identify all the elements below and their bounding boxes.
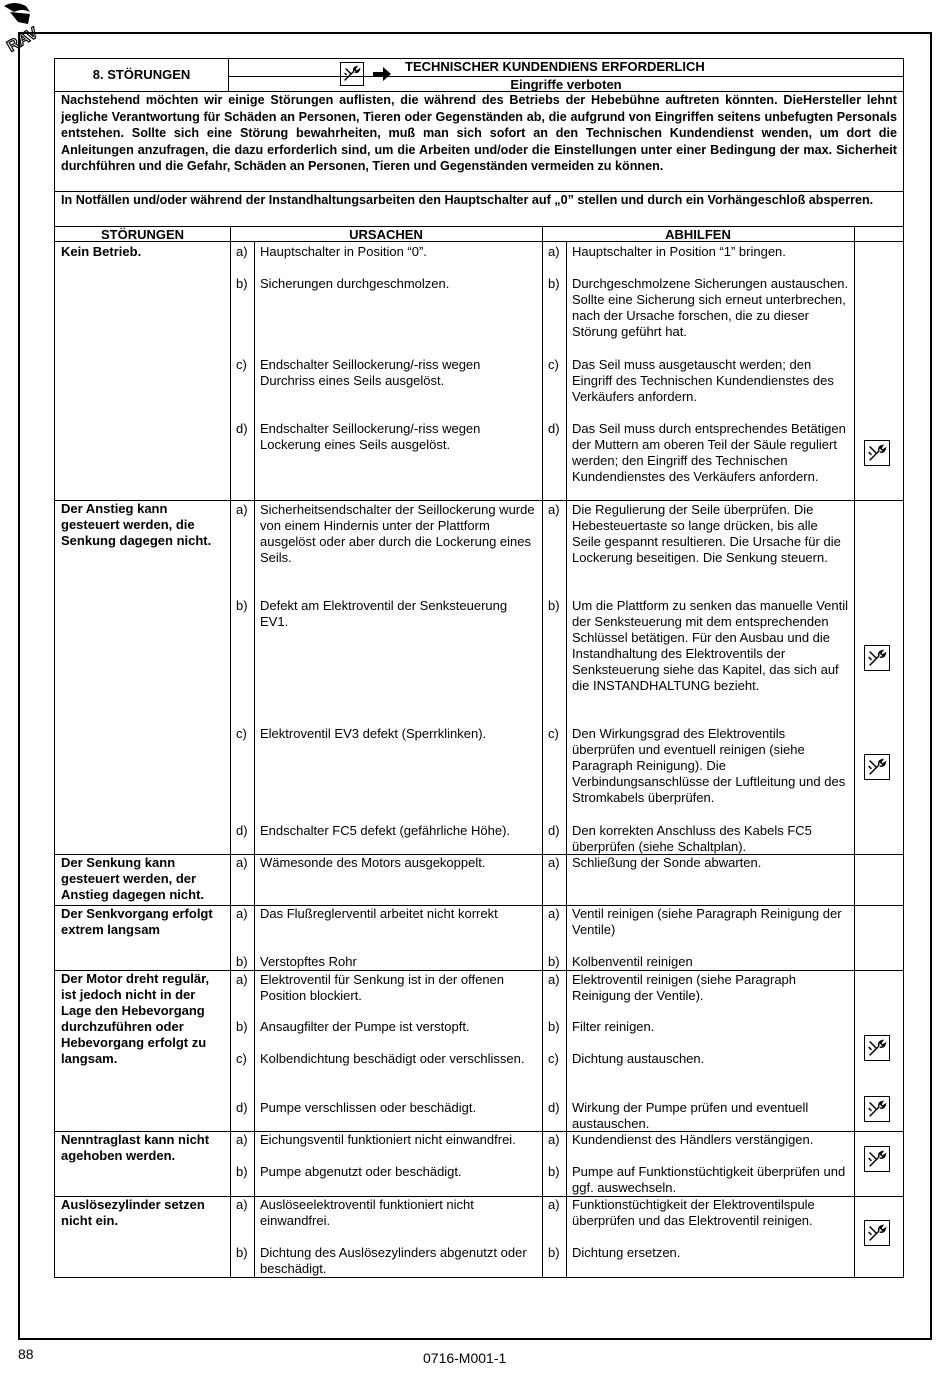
wrench-tool-icon bbox=[864, 1146, 890, 1172]
remedy-letter: d) bbox=[548, 1100, 560, 1115]
remedy-letter: b) bbox=[548, 1245, 560, 1260]
cause-text: Pumpe abgenutzt oder beschädigt. bbox=[260, 1164, 462, 1179]
remedy-letter: a) bbox=[548, 906, 560, 921]
cause-letter: b) bbox=[236, 954, 248, 969]
remedy-text: Pumpe auf Funktionstüchtigkeit überprüfen und ggf. auswechseln. bbox=[572, 1164, 846, 1195]
cause-letter: b) bbox=[236, 276, 248, 291]
remedy-letter: a) bbox=[548, 1197, 560, 1212]
remedy-letter: a) bbox=[548, 244, 560, 259]
cause-letter: a) bbox=[236, 502, 248, 517]
cause-text: Das Flußreglerventil arbeitet nicht korrekt bbox=[260, 906, 498, 921]
remedy-text: Dichtung austauschen. bbox=[572, 1051, 705, 1066]
remedy-text: Kundendienst des Händlers verstängigen. bbox=[572, 1132, 814, 1147]
cause-letter: a) bbox=[236, 1197, 248, 1212]
cause-letter: a) bbox=[236, 244, 248, 259]
cause-letter: a) bbox=[236, 855, 248, 870]
remedy-letter: d) bbox=[548, 823, 560, 838]
remedy-text: Um die Plattform zu senken das manuelle Ventil der Senksteuerung mit dem entsprechenden Schlüssel betätigen. Für den Ausbau und die Instandhaltung des Elektroventils der Senksteuerung siehe das Kapitel, das sich auf die INSTANDHALTUNG bezieht. bbox=[572, 598, 849, 693]
remedy-letter: b) bbox=[548, 598, 560, 613]
remedy-letter: c) bbox=[548, 357, 559, 372]
cause-text: Defekt am Elektroventil der Senksteuerung EV1. bbox=[260, 598, 508, 629]
grid-line bbox=[566, 242, 567, 1278]
cause-letter: a) bbox=[236, 906, 248, 921]
cause-text: Verstopftes Rohr bbox=[260, 954, 357, 969]
section-title: 8. STÖRUNGEN bbox=[55, 59, 229, 91]
remedy-text: Das Seil muss durch entsprechendes Betätigen der Muttern am oberen Teil der Säule reguliert werden; den Eingriff des Technischen Kundendienstes des Verkäufers anfordern. bbox=[572, 421, 846, 484]
remedy-text: Funktionstüchtigkeit der Elektroventilspule überprüfen und das Elektroventil reinigen. bbox=[572, 1197, 815, 1228]
cause-text: Endschalter Seillockerung/-riss wegen Durchriss eines Seils ausgelöst. bbox=[260, 357, 481, 388]
fault-label: Auslösezylinder setzen nicht ein. bbox=[61, 1197, 205, 1228]
remedy-letter: a) bbox=[548, 502, 560, 517]
cause-letter: c) bbox=[236, 357, 247, 372]
remedy-text: Ventil reinigen (siehe Paragraph Reinigung der Ventile) bbox=[572, 906, 842, 937]
wrench-tool-icon bbox=[864, 440, 890, 466]
cause-text: Elektroventil EV3 defekt (Sperrklinken). bbox=[260, 726, 487, 741]
remedy-text: Wirkung der Pumpe prüfen und eventuell austauschen. bbox=[572, 1100, 809, 1131]
cause-letter: c) bbox=[236, 726, 247, 741]
col-header-icons bbox=[854, 226, 904, 242]
remedy-letter: b) bbox=[548, 1164, 560, 1179]
warning-paragraph bbox=[54, 192, 904, 226]
fault-label: Der Senkvorgang erfolgt extrem langsam bbox=[61, 906, 213, 937]
cause-letter: b) bbox=[236, 1164, 248, 1179]
document-code: 0716-M001-1 bbox=[423, 1350, 507, 1366]
intro-text: Nachstehend möchten wir einige Störungen auflisten, die während des Betriebs der Hebebühne auftreten könnten. DieHersteller lehnt jegliche Verantwortung für Schäden an Personen, Tieren oder Gegenständen ab, die aufgrund von Eingriffen seitens unbefugten Personals entstehen. Sollte sich eine Störung bewahrheiten, muß man sich sofort an den Technischen Kundendienst wenden, um dort die Anleitungen anzufragen, die dazu erforderlich sind, um die Arbeiten und/oder die Einstellungen unter einer Bedingung der max. Sicherheit durchführen und die Gefahr, Schäden an Personen, Tieren und Gegenständen vermeiden zu können. bbox=[61, 93, 897, 173]
remedy-text: Elektroventil reinigen (siehe Paragraph Reinigung der Ventile). bbox=[572, 972, 797, 1003]
remedy-text: Filter reinigen. bbox=[572, 1019, 655, 1034]
grid-line bbox=[230, 226, 231, 1278]
grid-line bbox=[854, 226, 855, 1278]
remedy-letter: a) bbox=[548, 1132, 560, 1147]
remedy-text: Schließung der Sonde abwarten. bbox=[572, 855, 762, 870]
remedy-text: Die Regulierung der Seile überprüfen. Die Hebesteuertaste so lange drücken, bis alle Seile gespannt resultieren. Die Ursache für die Lockerung beseitigen. Die Senkung steuern. bbox=[572, 502, 841, 565]
wrench-tool-icon bbox=[864, 645, 890, 671]
remedy-letter: a) bbox=[548, 855, 560, 870]
remedy-letter: c) bbox=[548, 1051, 559, 1066]
row-separator bbox=[54, 1277, 904, 1278]
cause-letter: a) bbox=[236, 1132, 248, 1147]
fault-label: Der Senkung kann gesteuert werden, der Anstieg dagegen nicht. bbox=[61, 855, 205, 902]
cause-text: Elektroventil für Senkung ist in der offenen Position blockiert. bbox=[260, 972, 505, 1003]
cause-text: Auslöseelektroventil funktioniert nicht einwandfrei. bbox=[260, 1197, 474, 1228]
cause-letter: b) bbox=[236, 598, 248, 613]
cause-text: Hauptschalter in Position “0”. bbox=[260, 244, 427, 259]
remedy-letter: b) bbox=[548, 954, 560, 969]
remedy-text: Den Wirkungsgrad des Elektroventils überprüfen und eventuell reinigen (siehe Paragraph Reinigung). Die Verbindungsanschlüsse der Luftleitung und des Stromkabels überprüfen. bbox=[572, 726, 846, 805]
grid-line bbox=[54, 226, 55, 1278]
remedy-text: Dichtung ersetzen. bbox=[572, 1245, 681, 1260]
grid-line bbox=[542, 226, 543, 1278]
grid-line bbox=[254, 242, 255, 1278]
col-header-causes: URSACHEN bbox=[230, 226, 542, 242]
remedy-text: Den korrekten Anschluss des Kabels FC5 überprüfen (siehe Schaltplan). bbox=[572, 823, 812, 854]
cause-text: Eichungsventil funktioniert nicht einwandfrei. bbox=[260, 1132, 516, 1147]
cause-text: Wämesonde des Motors ausgekoppelt. bbox=[260, 855, 486, 870]
remedy-letter: b) bbox=[548, 276, 560, 291]
remedy-letter: b) bbox=[548, 1019, 560, 1034]
wrench-tool-icon bbox=[864, 754, 890, 780]
cause-letter: d) bbox=[236, 421, 248, 436]
grid-line bbox=[903, 226, 904, 1278]
cause-letter: d) bbox=[236, 823, 248, 838]
wrench-tool-icon bbox=[864, 1035, 890, 1061]
page-number: 88 bbox=[18, 1346, 34, 1362]
remedy-letter: a) bbox=[548, 972, 560, 987]
cause-letter: b) bbox=[236, 1019, 248, 1034]
header-subtitle: Eingriffe verboten bbox=[229, 76, 903, 91]
fault-label: Der Anstieg kann gesteuert werden, die Senkung dagegen nicht. bbox=[61, 501, 212, 548]
cause-letter: c) bbox=[236, 1051, 247, 1066]
cause-text: Sicherungen durchgeschmolzen. bbox=[260, 276, 450, 291]
remedy-text: Das Seil muss ausgetauscht werden; den Eingriff des Technischen Kundendienstes des Verkäufers anfordern. bbox=[572, 357, 834, 404]
cause-text: Pumpe verschlissen oder beschädigt. bbox=[260, 1100, 477, 1115]
fault-label: Kein Betrieb. bbox=[61, 244, 142, 259]
col-header-faults: STÖRUNGEN bbox=[54, 226, 230, 242]
remedy-letter: d) bbox=[548, 421, 560, 436]
svg-text:RAV: RAV bbox=[4, 24, 42, 56]
wrench-tool-icon bbox=[864, 1220, 890, 1246]
cause-text: Kolbendichtung beschädigt oder verschlissen. bbox=[260, 1051, 525, 1066]
cause-text: Endschalter FC5 defekt (gefährliche Höhe). bbox=[260, 823, 511, 838]
cause-text: Dichtung des Auslösezylinders abgenutzt oder beschädigt. bbox=[260, 1245, 527, 1276]
cause-text: Sicherheitsendschalter der Seillockerung wurde von einem Hindernis unter der Plattform ausgelöst oder aber durch die Lockerung eines Seils. bbox=[260, 502, 535, 565]
remedy-text: Hauptschalter in Position “1” bringen. bbox=[572, 244, 786, 259]
intro-paragraph bbox=[54, 92, 904, 192]
warning-text: In Notfällen und/oder während der Instandhaltungsarbeiten den Hauptschalter auf „0” stellen und durch ein Vorhängeschloß absperren. bbox=[61, 193, 874, 207]
header-title: TECHNISCHER KUNDENDIENS ERFORDERLICH bbox=[405, 59, 705, 74]
cause-text: Endschalter Seillockerung/-riss wegen Lockerung eines Seils ausgelöst. bbox=[260, 421, 481, 452]
remedy-text: Durchgeschmolzene Sicherungen austauschen. Sollte eine Sicherung sich erneut unterbrechen, nach der Ursache forschen, die zu dieser Störung geführt hat. bbox=[572, 276, 849, 339]
fault-label: Der Motor dreht regulär, ist jedoch nicht in der Lage den Hebevorgang durchzuführen oder Hebevorgang erfolgt zu langsam. bbox=[61, 971, 210, 1066]
cause-letter: b) bbox=[236, 1245, 248, 1260]
cause-letter: a) bbox=[236, 972, 248, 987]
col-header-remedies: ABHILFEN bbox=[542, 226, 854, 242]
fault-label: Nenntraglast kann nicht agehoben werden. bbox=[61, 1132, 210, 1163]
remedy-text: Kolbenventil reinigen bbox=[572, 954, 693, 969]
section-header bbox=[54, 58, 904, 92]
remedy-letter: c) bbox=[548, 726, 559, 741]
wrench-tool-icon bbox=[864, 1096, 890, 1122]
cause-text: Ansaugfilter der Pumpe ist verstopft. bbox=[260, 1019, 470, 1034]
cause-letter: d) bbox=[236, 1100, 248, 1115]
